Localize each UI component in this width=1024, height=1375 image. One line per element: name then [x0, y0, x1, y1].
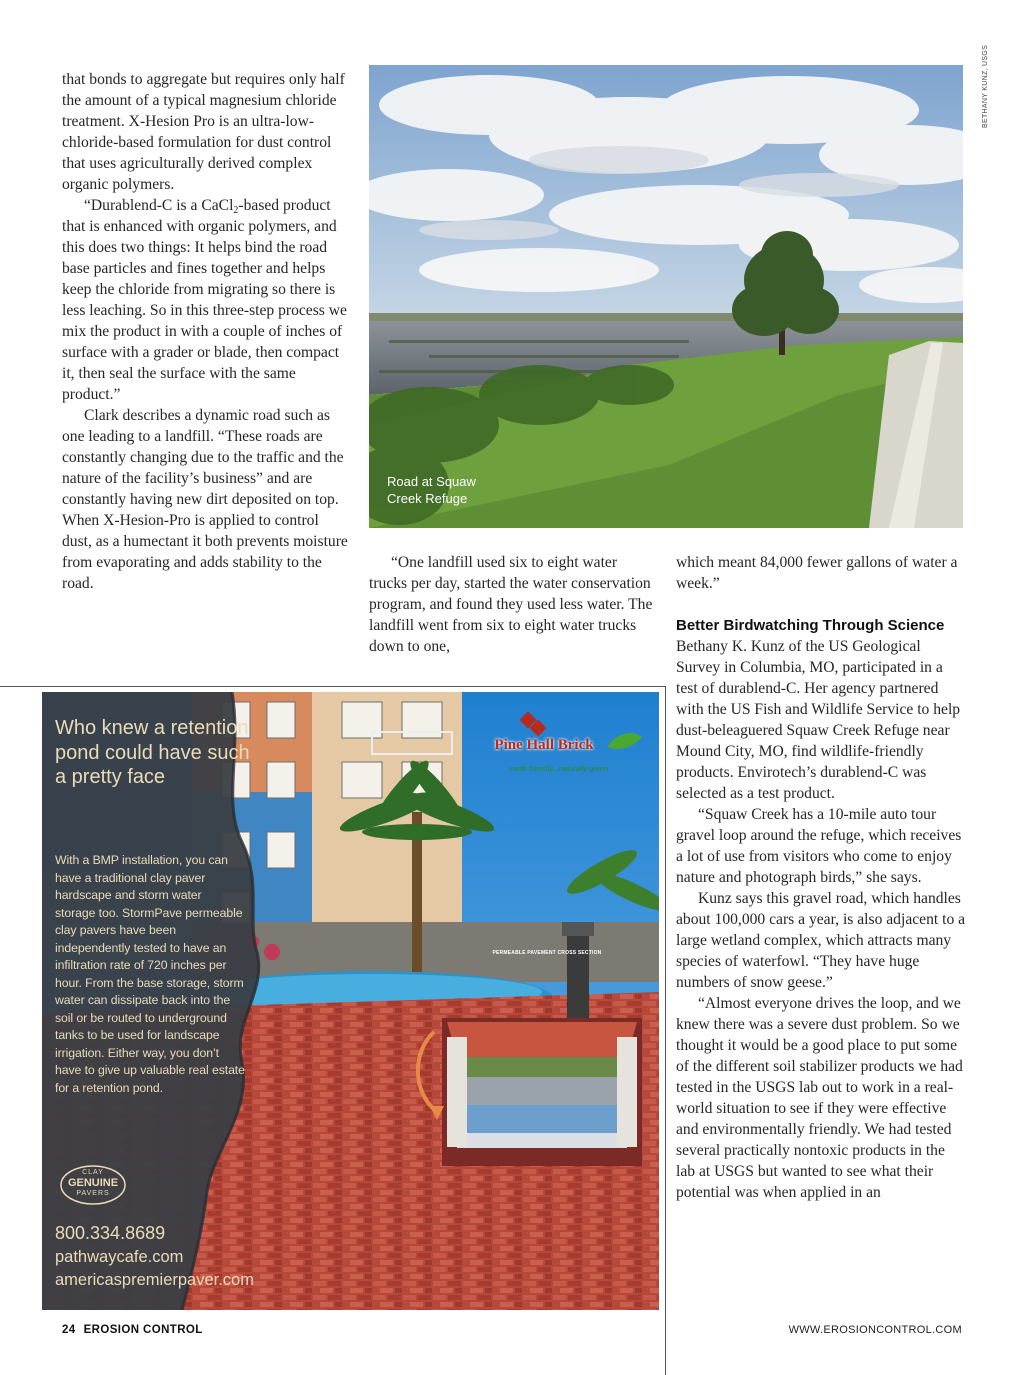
ad-body-copy: With a BMP installation, you can have a traditional clay paver hardscape and storm water storage too. StormPave permeable clay pavers have been independently tested to have an infiltration rate of 720 inches per hour. From the base storage, storm water can dissipate back into the soil or be routed to underground tanks to be used for landscape irrigation. Either way, you don’t have to give up valuable real estate for a retention pond.	[55, 853, 245, 1095]
brand-logo-text: Pine Hall Brick	[494, 737, 594, 753]
text-run: -based product that is enhanced with organic polymers, and this does two things: It helps bind the road base particles and fines together and helps keep the chloride from migrating so there is less leaching. So in this three-step process we mix the product in with a couple of inches of surface with a grader or blade, then compact it, then seal the surface with the same product.”	[62, 197, 347, 403]
ad-contact-block	[55, 1222, 295, 1293]
ad-headline: Who knew a retention pond could have such a pretty face	[55, 717, 250, 788]
paragraph: Clark describes a dynamic road such as one leading to a landfill. “These roads are constantly changing due to the traffic and the nature of the facility’s business” and are constantly having new dirt deposited on top. When X-Hesion-Pro is applied to control dust, as a humectant it both prevents moisture from evaporating and adds stability to the road.	[62, 407, 348, 592]
photo-caption: Road at Squaw Creek Refuge	[387, 474, 476, 506]
brand-tagline: earth friendly...naturally green	[509, 764, 609, 773]
paragraph: “One landfill used six to eight water trucks per day, started the water conservation program, and found they used less water. The landfill went from six to eight water trucks down to one,	[369, 554, 653, 655]
footer-website[interactable]: WWW.EROSIONCONTROL.COM	[788, 1324, 962, 1336]
article-column-1	[62, 69, 352, 594]
paragraph	[62, 195, 352, 405]
ad-divider-vertical	[665, 686, 666, 1375]
cross-section-label: PERMEABLE PAVEMENT CROSS SECTION	[492, 950, 602, 956]
photo-image	[369, 65, 963, 528]
paragraph: Kunz says this gravel road, which handles about 100,000 cars a year, is also adjacent to a large wetland complex, which attracts many species of waterfowl. “They have huge numbers of snow geese.”	[676, 890, 966, 991]
seal-top-text: CLAY	[82, 1169, 104, 1176]
paragraph: “Almost everyone drives the loop, and we knew there was a severe dust problem. So we thought it would be a good place to put some of the different soil stabilizer products we had tested in the USGS lab out to work in a real-world situation to see if they were effective and environmentally friendly. We had tested several practically nontoxic products in the lab at USGS but wanted to see what their potential was when applied in an	[676, 995, 963, 1201]
refuge-road-photo	[369, 65, 963, 528]
section-heading: Better Birdwatching Through Science	[676, 617, 945, 634]
paragraph: Bethany K. Kunz of the US Geological Survey in Columbia, MO, participated in a test of durablend-C. Her agency partnered with the US Fish and Wildlife Service to help dust-beleaguered Squaw Creek Refuge near Mound City, MO, find wildlife-friendly products. Envirotech’s durablend-C was selected as a test product.	[676, 638, 961, 802]
seal-bottom-text: PAVERS	[76, 1190, 110, 1197]
ad-website-2[interactable]: americaspremierpaver.com	[55, 1271, 254, 1289]
article-column-3	[676, 552, 966, 1203]
paragraph: which meant 84,000 fewer gallons of water a week.”	[676, 554, 958, 592]
ad-phone: 800.334.8689	[55, 1223, 166, 1243]
ad-website-1[interactable]: pathwaycafe.com	[55, 1247, 184, 1266]
subscript: 2	[233, 205, 239, 216]
ad-divider-horizontal	[0, 686, 665, 687]
photo-credit: BETHANY KUNZ, USGS	[982, 44, 989, 128]
page-folio	[62, 1324, 203, 1336]
seal-mid-text: GENUINE	[67, 1177, 119, 1189]
paragraph: that bonds to aggregate but requires only half the amount of a typical magnesium chloride treatment. X-Hesion Pro is an ultra-low-chloride-based formulation for dust control that uses agriculturally derived complex organic polymers.	[62, 71, 345, 193]
pine-hall-brick-ad	[42, 692, 659, 1310]
paragraph: “Squaw Creek has a 10-mile auto tour gravel loop around the refuge, which receives a lot of use from visitors who come to enjoy nature and photograph birds,” she says.	[676, 806, 962, 886]
genuine-clay-pavers-seal	[61, 1166, 125, 1204]
article-column-2	[369, 552, 659, 657]
text-run: “Durablend-C is a CaCl	[84, 197, 234, 214]
page-number: 24	[62, 1324, 76, 1336]
publication-name: EROSION CONTROL	[83, 1324, 203, 1336]
